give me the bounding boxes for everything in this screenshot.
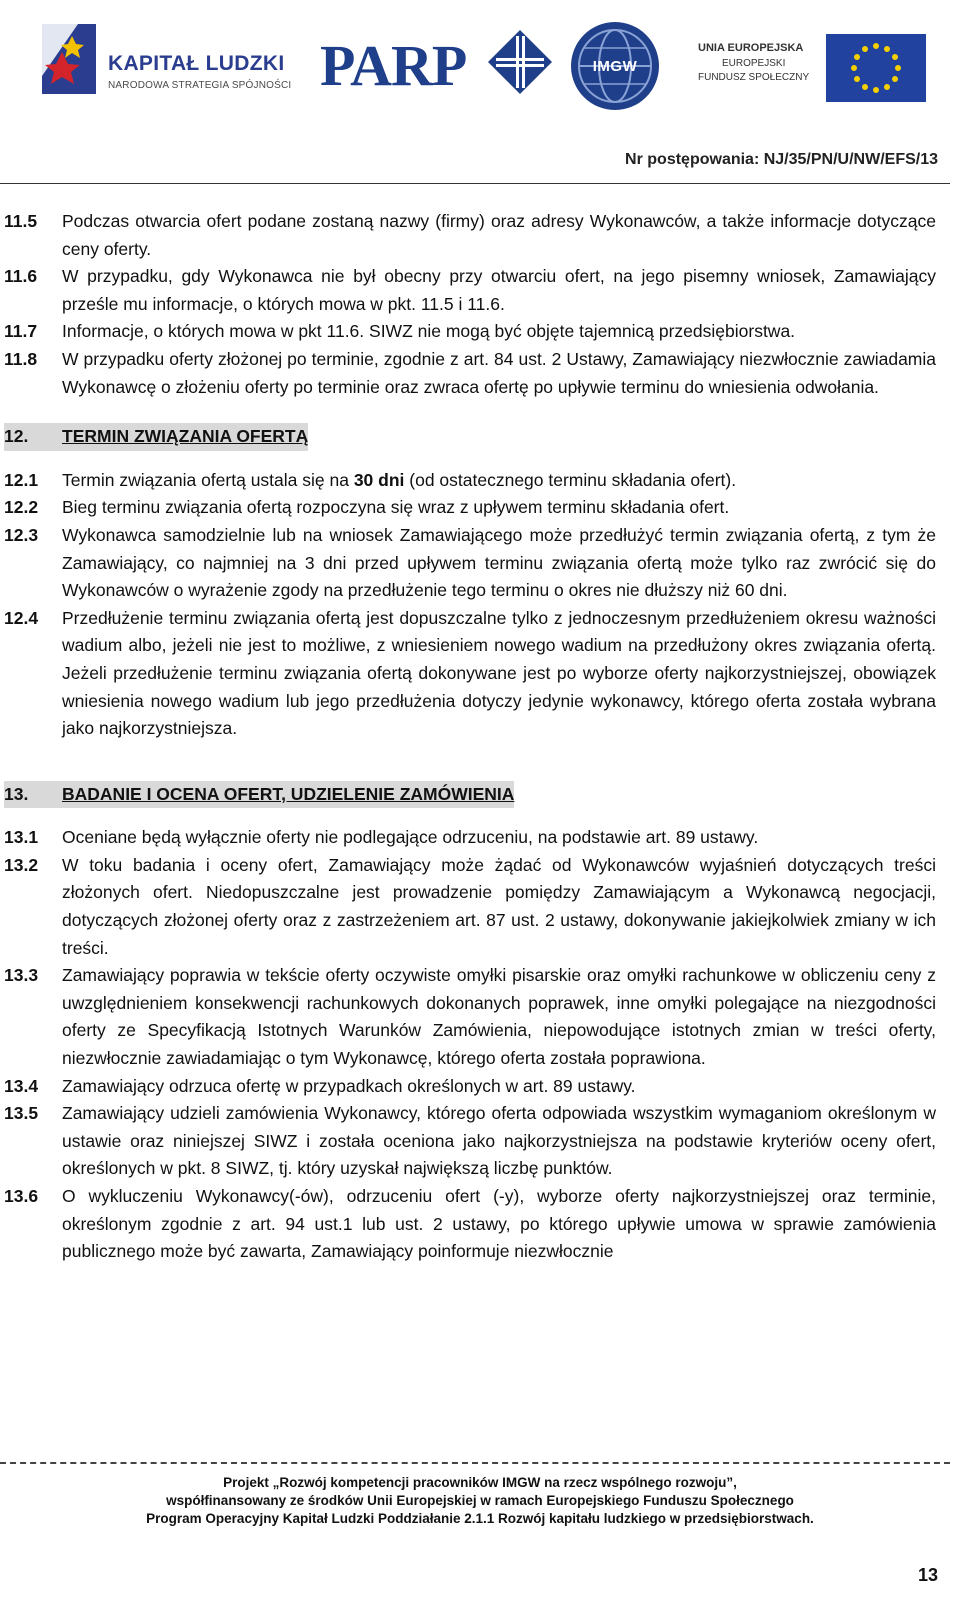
clause-number: 13.5 [4,1103,39,1124]
clause-13-4 [4,1073,960,1101]
clause-13-6 [4,1183,960,1266]
imgw-wordmark: IMGW [592,58,638,75]
clause-13-5 [4,1100,960,1183]
clause-11-8 [4,346,960,401]
kapital-ludzki-emblem-icon [38,24,100,104]
clause-text: Podczas otwarcia ofert podane zostaną nazwy (firmy) oraz adresy Wykonawców, a także informacje dotyczące ceny oferty. [62,211,936,259]
clause-text: W przypadku, gdy Wykonawca nie był obecny przy otwarciu ofert, na jego pisemny wniosek, Zamawiający prześle mu informacje, o których mowa w pkt. 11.5 i 11.6. [62,266,936,314]
clause-12-1 [4,467,960,495]
clause-number: 13.3 [4,965,39,986]
eu-title: UNIA EUROPEJSKA [698,42,804,54]
kapital-ludzki-title: KAPITAŁ LUDZKI [108,52,285,75]
clause-text: Zamawiający udzieli zamówienia Wykonawcy, którego oferta odpowiada wszystkim wymaganiom określonym w ustawie oraz niniejszej SIWZ i została oceniona jako najkorzystniejsza na podstawie kryteriów oceny ofert, określonych w pkt. 8 SIWZ, tj. który uzyskał największą liczbę punktów. [62,1103,936,1179]
clause-number: 11.6 [4,266,38,287]
procedure-number: Nr postępowania: NJ/35/PN/U/NW/EFS/13 [625,151,938,168]
section-number: 12. [4,423,62,451]
clause-number: 12.1 [4,469,39,490]
page-number: 13 [917,1565,938,1585]
clause-text: Zamawiający odrzuca ofertę w przypadkach określonych w art. 89 ustawy. [62,1075,636,1096]
parp-logo [320,30,560,110]
kapital-ludzki-logo [38,24,298,104]
clause-11-6 [4,263,960,318]
clause-number: 12.4 [4,607,39,628]
section-heading-13 [4,781,960,809]
footer-line-3: Program Operacyjny Kapitał Ludzki Poddziałanie 2.1.1 Rozwój kapitału ludzkiego w przedsiębiorstwach. [146,1511,814,1526]
clause-text: Termin związania ofertą ustala się na 30 dni (od ostatecznego terminu składania ofert). [62,469,737,490]
header-logos [30,10,930,120]
clause-12-3 [4,522,960,605]
clause-11-5 [4,208,960,263]
document-body [0,208,960,1266]
clause-number: 11.5 [4,211,38,231]
eu-subtitle-2: FUNDUSZ SPOŁECZNY [698,72,810,83]
clause-text: Zamawiający poprawia w tekście oferty oczywiste omyłki pisarskie oraz omyłki rachunkowe w obliczeniu ceny z uwzględnieniem konsekwencji rachunkowych dokonanych poprawek, inne omyłki polegające na niezgodności oferty ze Specyfikacją Istotnych Warunków Zamówienia, niepowodujące istotnych zmian w treści oferty, niezwłocznie zawiadamiając o tym Wykonawcę, którego oferta została poprawiona. [62,965,936,1069]
clause-12-2 [4,494,960,522]
clause-number: 11.7 [4,321,38,342]
section-heading-12 [4,423,960,451]
footer-line-2: współfinansowany ze środków Unii Europejskiej w ramach Europejskiego Funduszu Społecznego [166,1493,794,1508]
eu-subtitle-1: EUROPEJSKI [722,58,786,69]
clause-text: O wykluczeniu Wykonawcy(-ów), odrzuceniu ofert (-y), wyborze oferty najkorzystniejszej oraz terminie, określonym zgodnie z art. 94 ust.1 lub ust. 2 ustawy, po którego upływie umowa w sprawie zamówienia publicznego może być zawarta, Zamawiający poinformuje niezwłocznie [62,1186,936,1262]
header-divider [0,183,950,184]
term-days: 30 dni [353,469,405,490]
clause-12-4 [4,605,960,743]
clause-text: W toku badania i oceny ofert, Zamawiający może żądać od Wykonawców wyjaśnień dotyczących treści złożonych ofert. Niedopuszczalne jest prowadzenie pomiędzy Zamawiającym a Wykonawcą negocjacji, dotyczących złożonej oferty oraz z zastrzeżeniem art. 87 ust. 2 ustawy, dokonywanie jakiejkolwiek zmiany w ich treści. [62,854,936,958]
parp-wordmark: PARP [320,33,467,98]
clause-text: Informacje, o których mowa w pkt 11.6. SIWZ nie mogą być objęte tajemnicą przedsiębiorstwa. [62,321,796,342]
clause-number: 13.4 [4,1075,39,1096]
clause-text: W przypadku oferty złożonej po terminie, zgodnie z art. 84 ust. 2 Ustawy, Zamawiający niezwłocznie zawiadamia Wykonawcę o złożeniu oferty po terminie oraz zwraca ofertę po upływie terminu do wniesienia odwołania. [62,348,936,397]
clause-number: 12.3 [4,524,39,545]
clause-13-1 [4,824,960,852]
eu-flag-icon [826,34,926,102]
clause-number: 13.1 [4,827,39,848]
clause-number: 13.2 [4,854,39,875]
footer-line-1: Projekt „Rozwój kompetencji pracowników IMGW na rzecz wspólnego rozwoju”, [223,1475,737,1490]
eu-logo [698,34,928,104]
clause-text: Wykonawca samodzielnie lub na wniosek Zamawiającego może przedłużyć termin związania ofertą, z tym że Zamawiający, co najmniej na 3 dni przed upływem terminu związania ofertą może tylko raz zwrócić się do Wykonawców o wyrażenie zgody na przedłużenie tego terminu o okres nie dłuższy niż 60 dni. [62,524,936,601]
clause-13-2 [4,852,960,962]
parp-emblem-icon [488,30,552,110]
kapital-ludzki-subtitle: NARODOWA STRATEGIA SPÓJNOŚCI [108,80,292,91]
clause-number: 12.2 [4,497,39,518]
imgw-logo [570,18,660,114]
clause-text: Oceniane będą wyłącznie oferty nie podlegające odrzuceniu, na podstawie art. 89 ustawy. [62,827,759,848]
section-number: 13. [4,781,62,809]
clause-number: 13.6 [4,1186,39,1206]
footer-text [0,1474,960,1528]
clause-number: 11.8 [4,348,38,369]
footer-divider [0,1462,950,1464]
clause-11-7 [4,318,960,346]
section-title: TERMIN ZWIĄZANIA OFERTĄ [62,426,309,447]
clause-text: Bieg terminu związania ofertą rozpoczyna się wraz z upływem terminu składania ofert. [62,497,730,518]
section-title: BADANIE I OCENA OFERT, UDZIELENIE ZAMÓWIENIA [62,783,515,804]
clause-text: Przedłużenie terminu związania ofertą jest dopuszczalne tylko z jednoczesnym przedłużeniem okresu ważności wadium albo, jeżeli nie jest to możliwe, z wniesieniem nowego wadium na przedłużony okres związania ofertą. Jeżeli przedłużenie terminu związania ofertą dokonywane jest po wyborze oferty najkorzystniejszej, obowiązek wniesienia nowego wadium lub jego przedłużenia dotyczy jedynie wykonawcy, którego oferta została wybrana jako najkorzystniejsza. [62,607,936,739]
clause-13-3 [4,962,960,1072]
